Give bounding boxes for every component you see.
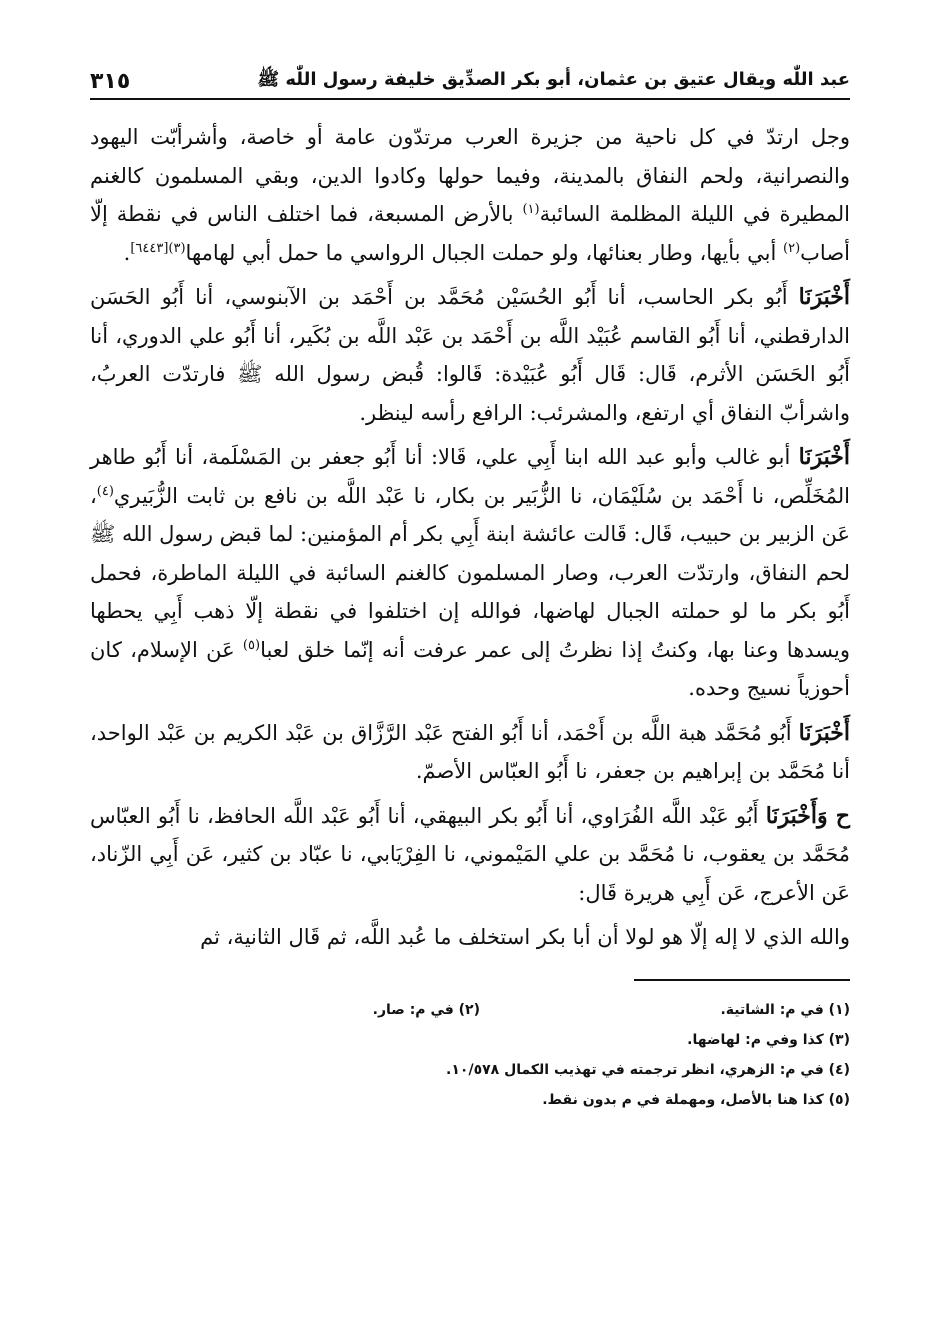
paragraph-3 [90, 438, 850, 708]
footnote-row [90, 1085, 850, 1115]
paragraph-text: ، عَن الزبير بن حبيب، قَال: قَالت عائشة ابنة أَبِي بكر أم المؤمنين: لما قبض رسول الله ﷺ لحم النفاق، وارتدّت العرب، وصار المسلمون كالغنم السائبة في الليلة الماطرة، فحمل أَبُو بكر ما لو حملته الجبال لهاضها، فوالله إن اختلفوا في نقطة إلّا ذهب أَبِي يحطها ويسدها وعنا بها، وكنتُ إذا نظرتُ إلى عمر عرفت أنه إنّما خلق لعبا [89, 483, 851, 662]
footnote-3: (٣) كذا وفي م: لهاضها. [687, 1031, 850, 1048]
footnote-row [90, 1025, 850, 1055]
paragraph-text: أَبُو عَبْد اللَّه الفُرَاوي، أنا أَبُو بكر البيهقي، أنا أَبُو عَبْد اللَّه الحافظ، نا أَبُو العبّاس مُحَمَّد بن يعقوب، نا مُحَمَّد بن علي المَيْموني، نا الفِرْيَابي، نا عبّاد بن كثير، عَن أَبِي الزّناد، عَن الأعرج، عَن أَبِي هريرة قَال: [90, 803, 850, 905]
footnote-5: (٥) كذا هنا بالأصل، ومهملة في م بدون نقط. [542, 1091, 850, 1108]
paragraph-5 [90, 797, 850, 913]
footnote-row [90, 995, 850, 1025]
footnote-2: (٢) في م: صار. [372, 1001, 480, 1018]
footnote-row [90, 1055, 850, 1085]
footnote-4: (٤) في م: الزهري، انظر ترجمته في تهذيب الكمال ١٠/٥٧٨. [446, 1061, 850, 1078]
narration-lead: أَخْبَرَنَا [798, 719, 850, 746]
footnotes [90, 995, 850, 1115]
book-page [90, 56, 850, 1115]
header-title: عبد اللّٰه ويقال عتيق بن عثمان، أبو بكر الصدِّيق خليفة رسول اللّٰه ﷺ [257, 69, 850, 90]
paragraph-text: أَبُو مُحَمَّد هبة اللَّه بن أَحْمَد، أنا أَبُو الفتح عَبْد الرَّزَّاق بن عَبْد الكريم بن عَبْد الواحد، أنا مُحَمَّد بن إبراهيم بن جعفر، نا أَبُو العبّاس الأصمّ. [90, 720, 850, 783]
paragraph-text: أَبُو بكر الحاسب، أنا أَبُو الحُسَيْن مُحَمَّد بن أَحْمَد بن الآبنوسي، أنا أَبُو الحَسَن الدارقطني، أنا أَبُو القاسم عُبَيْد اللَّه بن أَحْمَد بن عَبْد اللَّه بن بُكَير، أنا أَبُو علي الدوري، أنا أَبُو الحَسَن الأثرم، قَال: قَال أَبُو عُبَيْدة: قَالوا: قُبض رسول الله ﷺ فارتدّت العربُ، واشرأبّ النفاق أي ارتفع، والمشرئب: الرافع رأسه لينظر. [90, 285, 850, 425]
narration-lead: أَخْبَرَنَا [798, 284, 850, 310]
narration-lead: ح وَأَخْبَرَنَا [765, 802, 850, 829]
paragraph-6 [90, 918, 850, 957]
paragraph-text: أبي بأيها، وطار بعنائها، ولو حملت الجبال الرواسي ما حمل أبي لهامها [185, 240, 784, 265]
paragraph-text: والله الذي لا إله إلّا هو لولا أن أبا بكر استخلف ما عُبد اللَّه، ثم قَال الثانية، ثم [200, 925, 850, 949]
narration-lead: أَخْبَرَنَا [798, 444, 850, 470]
footnote-ref-1: (١) [522, 202, 540, 217]
footnote-divider [634, 979, 850, 981]
footnote-ref-3: (٣)[٦٤٤٣] [130, 240, 186, 256]
paragraph-text: وجل ارتدّ في كل ناحية من جزيرة العرب مرتدّون عامة أو خاصة، وأشرأبّت اليهود والنصرانية، ولحم النفاق بالمدينة، وفيما حولها وكادوا الدين، وبقي المسلمون كالغنم المطيرة في الليلة المظلمة السائبة [90, 125, 851, 226]
paragraph-1 [90, 118, 850, 272]
footnote-ref-5: (٥) [242, 637, 261, 653]
body-text [90, 118, 850, 957]
paragraph-text: أبو غالب وأبو عبد الله ابنا أَبِي علي، قَالا: أنا أَبُو جعفر بن المَسْلَمة، أنا أَبُو طاهر المُخَلِّص، نا أَحْمَد بن سُلَيْمَان، نا الزُّبَير بن بكار، نا عَبْد اللَّه بن نافع بن ثابت الزُّبَيري [90, 445, 850, 508]
paragraph-2 [90, 278, 850, 432]
running-header [90, 56, 850, 100]
paragraph-4 [90, 714, 850, 791]
paragraph-text: بالأرض المسبعة، فما اختلف الناس في نقطة إلّا أصاب [90, 202, 850, 265]
footnote-ref-2: (٢) [783, 240, 801, 256]
paragraph-text: . [123, 240, 131, 265]
paragraph-text: عَن الإسلام، كان أحوزياً نسيج وحده. [90, 637, 850, 700]
footnote-ref-4: (٤) [96, 483, 114, 499]
page-number: ٣١٥ [90, 69, 131, 94]
footnote-1: (١) في م: الشاتية. [720, 1001, 850, 1018]
